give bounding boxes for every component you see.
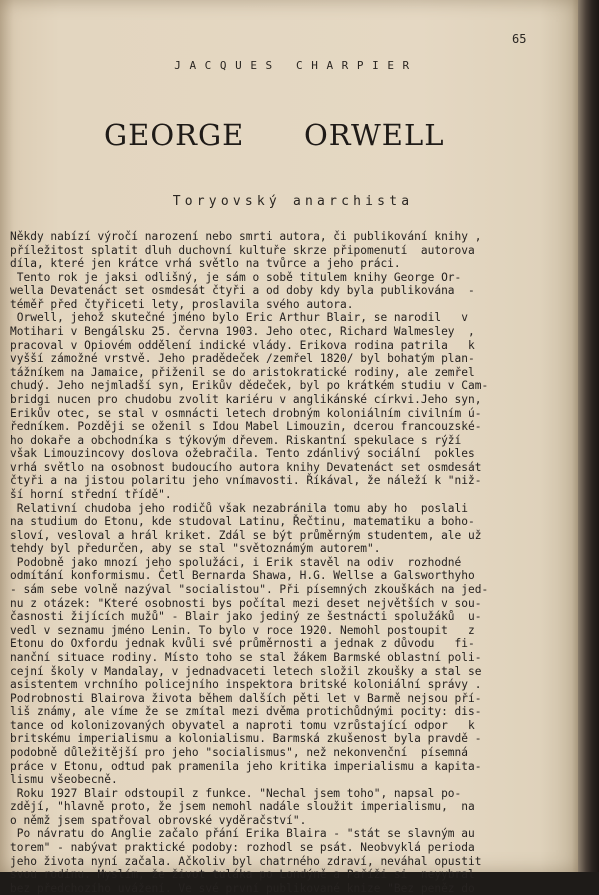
text-line: časnosti žijících mužů" - Blair jako jediný ze šestnácti spolužáků u- bbox=[10, 610, 482, 624]
text-line: sloví, vesloval a hrál kriket. Zdál se být průměrným studentem, ale už bbox=[10, 528, 482, 542]
text-line: lismu všeobecně. bbox=[10, 773, 118, 787]
text-line: Podobně jako mnozí jeho spolužáci, i Erik stavěl na odiv rozhodné bbox=[10, 555, 462, 569]
text-line: Podrobnosti Blairova života během dalších pěti let v Barmě nejsou pří- bbox=[10, 691, 482, 705]
text-line: odmítání konformismu. Četl Bernarda Shawa, H.G. Wellse a Galsworthyho bbox=[10, 569, 475, 583]
text-line: Orwell, jehož skutečné jméno bylo Eric Arthur Blair, se narodil v bbox=[10, 311, 469, 325]
text-line: čtyři a na jistou polaritu jeho vnímavosti. Říkával, že náleží k "niž- bbox=[10, 474, 482, 488]
text-line: Po návratu do Anglie začalo přání Erika Blaira - "stát se slavným au bbox=[10, 827, 475, 841]
text-line: ší horní střední třídě". bbox=[10, 487, 172, 501]
text-line: tance od kolonizovaných obyvatel a naproti tomu vzrůstající odpor k bbox=[10, 718, 475, 732]
title-first-name: GEORGE bbox=[104, 118, 245, 152]
text-line: svou rodinu. Myslím, že život tuláka po Londýně a Paříži si neyybral bbox=[10, 868, 475, 882]
text-line: Relativní chudoba jeho rodičů však nezabránila tomu aby ho poslali bbox=[10, 501, 469, 515]
text-line: vrhá světlo na osobnost budoucího autora knihy Devatenáct set osmdesát bbox=[10, 460, 482, 474]
text-line: jeho života nyní začala. Ačkoliv byl chatrného zdraví, neváhal opustit bbox=[10, 854, 482, 868]
text-line: podobně důležitější pro jeho "socialismus", než nekonvenční písemná bbox=[10, 745, 469, 759]
text-line: ho dokaře a obchodníka s týkovým dřevem. Riskantní spekulace s rýží bbox=[10, 433, 462, 447]
text-line: však Limouzincovy doslova ožebračila. Tento zdánlivý sociální pokles bbox=[10, 447, 475, 461]
text-line: práce v Etonu, odtud pak pramenila jeho kritika imperialismu a kapita- bbox=[10, 759, 482, 773]
text-line: Roku 1927 Blair odstoupil z funkce. "Nechal jsem toho", napsal po- bbox=[10, 786, 462, 800]
text-line: asistentem vrchního policejního inspektora britské koloniální správy . bbox=[10, 678, 482, 692]
text-line: Etonu do Oxfordu jednak kvůli své průměrnosti a jednak z důvodu fi- bbox=[10, 637, 475, 651]
text-line: vyšší zámožné vrstvě. Jeho pradědeček /zemřel 1820/ byl bohatým plan- bbox=[10, 352, 475, 366]
text-line: cejní školy v Mandalay, v jednadvaceti letech složil zkoušky a stal se bbox=[10, 664, 482, 678]
text-line: - sám sebe volně nazýval "socialistou". Při písemných zkouškách na jed- bbox=[10, 583, 489, 597]
text-line: pracoval v Opiovém oddělení indické vlády. Erikova rodina patrila k bbox=[10, 338, 475, 352]
body-text bbox=[10, 230, 570, 895]
text-line: torem" - nabývat praktické podoby: rozhodl se psát. Neobvyklá perioda bbox=[10, 841, 475, 855]
article-subtitle: Toryovský anarchista bbox=[172, 194, 414, 209]
text-line: na studium do Etonu, kde studoval Latinu, Řečtinu, matematiku a boho- bbox=[10, 515, 475, 529]
text-line: Motihari v Bengálsku 25. června 1903. Jeho otec, Richard Walmesley , bbox=[10, 325, 475, 339]
text-line: britskému imperialismu a kolonialismu. Barmská zkušenost byla pravdě - bbox=[10, 732, 482, 746]
page-number: 65 bbox=[512, 32, 527, 46]
text-line: bez předchozího uvážení. Ve své první publikované knize "Bez peněz do bbox=[10, 881, 475, 895]
text-line: tážníkem na Jamaice, přiženil se do aristokratické rodiny, ale zemřel bbox=[10, 365, 475, 379]
text-line: o němž jsem spatřoval obrovské vyděračství". bbox=[10, 813, 307, 827]
text-line: tehdy byl předurčen, aby se stal "světoznámým autorem". bbox=[10, 542, 381, 556]
text-line: nanční situace rodiny. Místo toho se stal žákem Barmské oblastní poli- bbox=[10, 650, 482, 664]
text-line: Někdy nabízí výročí narození nebo smrti autora, či publikování knihy , bbox=[10, 230, 482, 243]
book-binding-edge bbox=[578, 0, 599, 872]
text-line: Erikův otec, se stal v osmnácti letech drobným koloniálním civilním ú- bbox=[10, 406, 482, 420]
text-line: ředníkem. Později se oženil s Idou Mabel Limouzin, dcerou francouzské- bbox=[10, 420, 482, 434]
text-line: Tento rok je jaksi odlišný, je sám o sobě titulem knihy George Or- bbox=[10, 270, 462, 284]
text-line: příležitost splatit dluh duchovní kultuře skrze připomenutí autorova bbox=[10, 243, 475, 257]
text-line: téměř před čtyřiceti lety, proslavila svého autora. bbox=[10, 297, 354, 311]
title-last-name: ORWELL bbox=[304, 118, 445, 152]
text-line: díla, které jen krátce vrhá světlo na tvůrce a jeho práci. bbox=[10, 257, 401, 271]
text-line: zdějí, "hlavně proto, že jsem nemohl nadále sloužit imperialismu, na bbox=[10, 800, 475, 814]
text-line: chudý. Jeho nejmladší syn, Erikův dědeček, byl po krátkém studiu v Cam- bbox=[10, 379, 489, 393]
text-line: vedl v seznamu jméno Lenin. To bylo v roce 1920. Nemohl postoupit z bbox=[10, 623, 475, 637]
text-line: liš známy, ale víme že se zmítal mezi dvěma protichůdnými pocity: dis- bbox=[10, 705, 482, 719]
text-line: nu z otázek: "Které osobnosti bys počítal mezi deset největších v sou- bbox=[10, 596, 482, 610]
text-line: wella Devatenáct set osmdesát čtyři a od doby kdy byla publikována - bbox=[10, 284, 475, 298]
author-name: JACQUES CHARPIER bbox=[174, 59, 418, 72]
text-line: bridgi nucen pro chudobu zvolit kariéru v anglikánské církvi.Jeho syn, bbox=[10, 392, 482, 406]
